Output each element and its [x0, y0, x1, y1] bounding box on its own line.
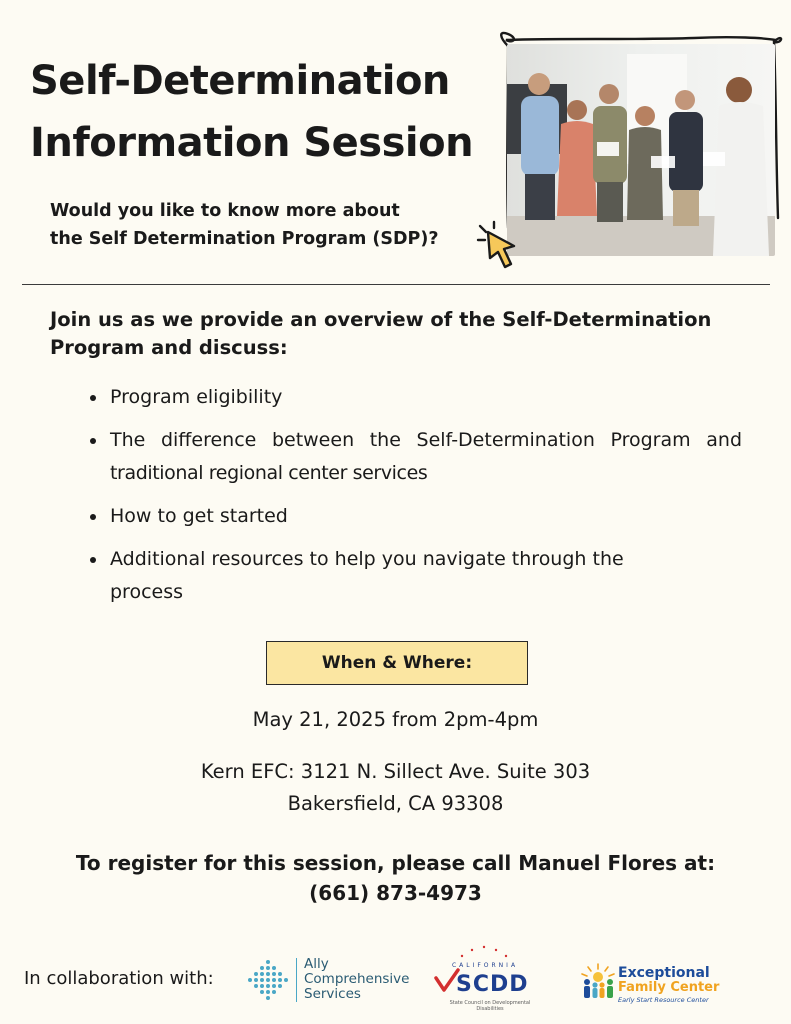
ally-dots-logo-icon: [248, 958, 288, 1002]
intro-question-line-2: the Self Determination Program (SDP)?: [50, 229, 439, 249]
list-item: [90, 500, 742, 533]
section-divider: [22, 284, 770, 285]
overview-heading-line-1: Join us as we provide an overview of the Self-Determination: [50, 308, 712, 331]
when-where-label: When & Where:: [321, 653, 473, 673]
scdd-wordmark: SCDD: [456, 972, 529, 997]
overview-heading-line-2: Program and discuss:: [50, 336, 288, 359]
list-item-text: process: [110, 581, 184, 603]
team-meeting-photo: [507, 44, 775, 256]
list-item-text: How to get started: [110, 505, 288, 527]
flyer-title: [30, 50, 500, 174]
title-line-2: Information Session: [30, 120, 474, 166]
intro-question: [50, 197, 510, 253]
address-line-2: Bakersfield, CA 93308: [287, 792, 504, 815]
efc-tagline: Early Start Resource Center: [618, 996, 709, 1004]
list-item: [90, 543, 742, 609]
ally-logo-divider: [296, 958, 297, 1002]
title-line-1: Self-Determination: [30, 58, 450, 104]
efc-family-logo-icon: [578, 962, 618, 1002]
list-item-text: Additional resources to help you navigate through the: [110, 548, 624, 570]
list-item: [90, 381, 742, 414]
cursor-click-icon: [474, 218, 532, 276]
list-item-text: Program eligibility: [110, 386, 283, 408]
phone-number: (661) 873-4973: [309, 881, 482, 905]
efc-name-line-2: Family Center: [618, 980, 720, 995]
event-address: [0, 756, 791, 820]
collaboration-label: In collaboration with:: [24, 968, 214, 989]
ally-logo-text: [304, 957, 409, 1002]
registration-text: To register for this session, please call Manuel Flores at:: [75, 851, 716, 875]
list-item-text: The difference between the Self-Determination Program and: [110, 429, 742, 451]
scdd-subtitle: State Council on Developmental Disabilities: [449, 1000, 531, 1012]
list-item: [90, 424, 742, 490]
event-date: May 21, 2025 from 2pm-4pm: [252, 708, 539, 731]
ally-name-line-1: Ally: [304, 956, 329, 972]
overview-heading: [50, 306, 770, 362]
ally-name-line-2: Comprehensive: [304, 971, 410, 987]
list-item-text: traditional regional center services: [110, 462, 428, 484]
registration-info: [0, 848, 791, 908]
scdd-arc-text: CALIFORNIA: [451, 962, 519, 969]
intro-question-line-1: Would you like to know more about: [50, 201, 400, 221]
when-where-box: [266, 641, 528, 685]
topic-list: [90, 381, 742, 619]
address-line-1: Kern EFC: 3121 N. Sillect Ave. Suite 303: [200, 760, 591, 783]
efc-name-line-1: Exceptional: [618, 965, 710, 981]
ally-name-line-3: Services: [304, 986, 361, 1002]
